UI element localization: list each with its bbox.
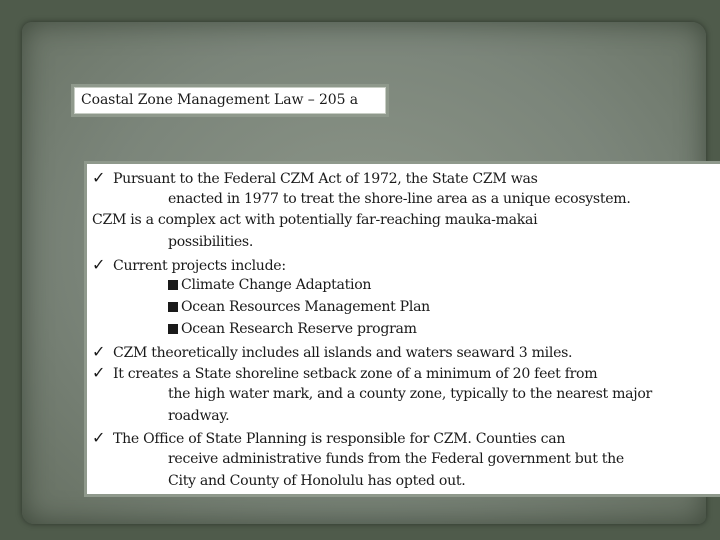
checkmark-icon: ✓ [92, 363, 106, 383]
bullet-line [92, 254, 720, 276]
content-frame [84, 161, 720, 497]
checkmark-icon: ✓ [92, 254, 106, 274]
sub-bullet-line [92, 275, 720, 297]
square-bullet-icon [168, 324, 178, 334]
sub-bullet-text: Ocean Research Reserve program [181, 320, 417, 337]
bullet-line [92, 427, 720, 449]
sub-bullet-text: Ocean Resources Management Plan [181, 299, 430, 316]
square-bullet-icon [168, 302, 178, 312]
bullet-text: The Office of State Planning is responsible for CZM. Counties can [113, 431, 566, 448]
bullet-text: Current projects include: [113, 257, 286, 274]
bullet-line [92, 167, 720, 189]
bullet-continuation: the high water mark, and a county zone, typically to the nearest major [168, 385, 652, 402]
sub-bullet-line [92, 297, 720, 319]
bullet-text: Pursuant to the Federal CZM Act of 1972, the State CZM was [113, 171, 538, 187]
slide-title: Coastal Zone Management Law – 205 a [74, 87, 386, 114]
sub-bullet-line [92, 319, 720, 341]
bullet-line [92, 341, 720, 363]
bullet-continuation: City and County of Honolulu has opted out. [168, 472, 466, 489]
content-body [87, 164, 720, 494]
checkmark-icon: ✓ [92, 168, 106, 187]
bullet-text: CZM theoretically includes all islands and waters seaward 3 miles. [113, 344, 573, 361]
checkmark-icon: ✓ [92, 341, 106, 361]
bullet-continuation: roadway. [168, 407, 230, 424]
checkmark-icon: ✓ [92, 428, 106, 448]
bullet-line: CZM is a complex act with potentially far-reaching mauka-makai [92, 212, 538, 229]
title-frame [71, 84, 389, 117]
bullet-continuation: receive administrative funds from the Federal government but the [168, 450, 624, 467]
sub-bullet-text: Climate Change Adaptation [181, 277, 372, 294]
bullet-continuation: enacted in 1977 to treat the shore-line area as a unique ecosystem. [168, 190, 631, 207]
square-bullet-icon [168, 280, 178, 290]
bullet-line [92, 362, 720, 384]
bullet-continuation: possibilities. [168, 234, 254, 251]
bullet-text: It creates a State shoreline setback zone of a minimum of 20 feet from [113, 366, 598, 383]
